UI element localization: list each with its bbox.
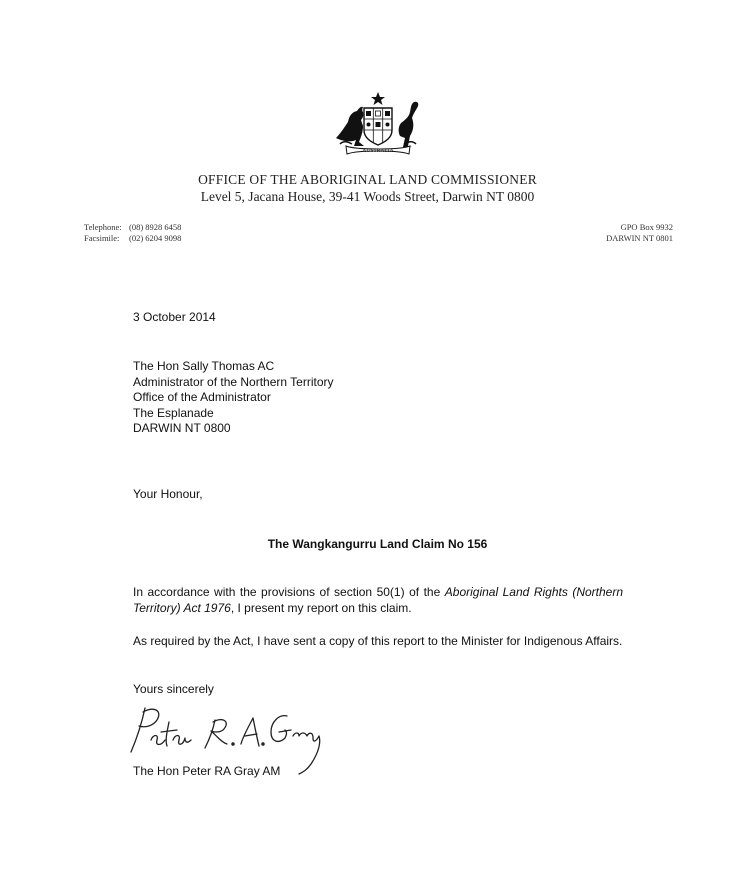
closing: Yours sincerely (133, 682, 214, 696)
office-title: OFFICE OF THE ABORIGINAL LAND COMMISSIONER (198, 172, 537, 187)
office-address: Level 5, Jacana House, 39-41 Woods Street, Darwin NT 0800 (200, 189, 535, 204)
telephone-label: Telephone: (84, 222, 122, 232)
paragraph-text: , I present my report on this claim. (230, 600, 412, 615)
telephone-row (84, 222, 181, 233)
addressee-line: Administrator of the Northern Territory (133, 374, 334, 389)
act-title: Aboriginal Land Rights (Northern Territory) Act 1976 (133, 585, 624, 615)
letter-date: 3 October 2014 (133, 310, 216, 324)
salutation: Your Honour, (133, 487, 203, 501)
subject-heading: The Wangkangurru Land Claim No 156 (267, 537, 488, 551)
addressee-line: The Esplanade (133, 405, 214, 420)
coat-of-arms-logo (330, 90, 426, 156)
facsimile-number: (02) 6204 9098 (129, 233, 182, 243)
po-box: GPO Box 9932 (620, 222, 673, 232)
addressee-line: The Hon Sally Thomas AC (133, 359, 275, 373)
signer-name: The Hon Peter RA Gray AM (133, 764, 281, 778)
facsimile-row (84, 233, 181, 244)
svg-text:AUSTRALIA: AUSTRALIA (362, 148, 394, 154)
facsimile-label: Facsimile: (84, 233, 120, 243)
body-paragraph: As required by the Act, I have sent a copy of this report to the Minister for Indigenous Affairs. (133, 634, 623, 648)
addressee-line: Office of the Administrator (133, 390, 271, 404)
po-city: DARWIN NT 0801 (606, 233, 673, 243)
body-paragraph (133, 585, 623, 616)
addressee-block (133, 359, 334, 437)
telephone-number: (08) 8928 6458 (129, 222, 182, 232)
addressee-line: DARWIN NT 0800 (133, 421, 231, 435)
postal-address (606, 222, 673, 244)
contact-details (84, 222, 181, 244)
paragraph-text: In accordance with the provisions of section 50(1) of the (133, 585, 445, 599)
